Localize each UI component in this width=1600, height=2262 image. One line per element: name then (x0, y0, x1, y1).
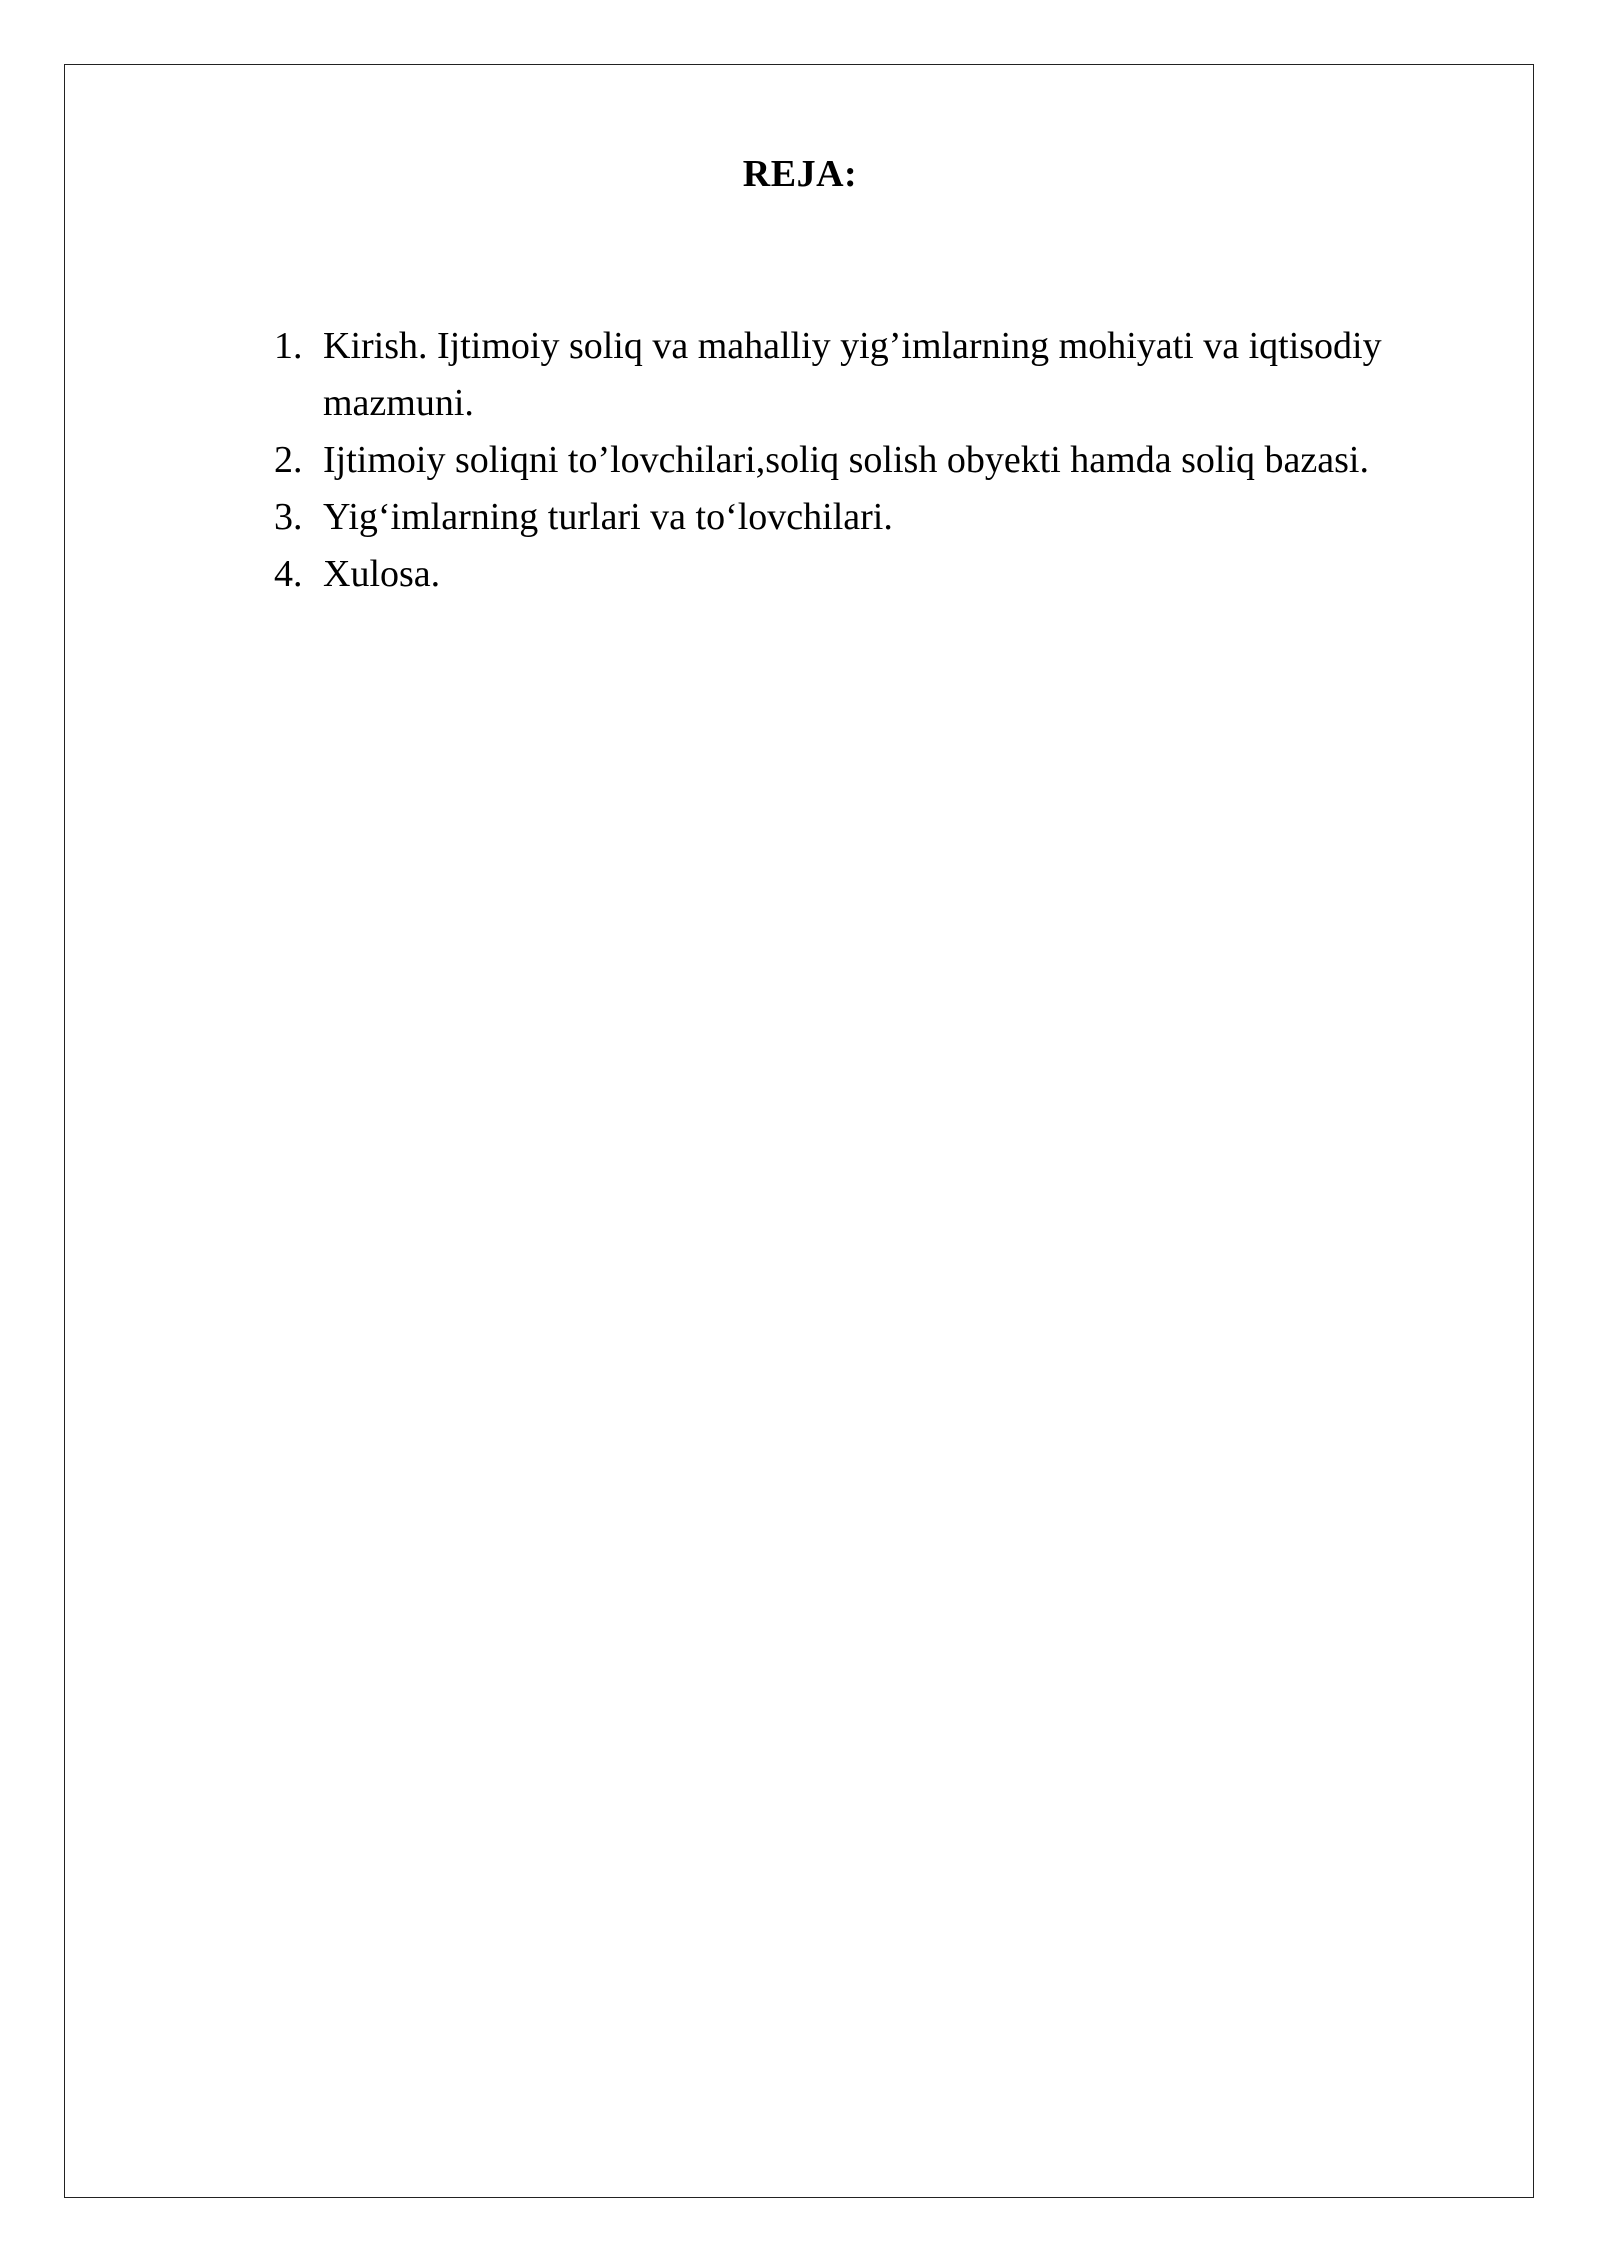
plan-item-2 (262, 432, 1402, 489)
item-text: Yig‘imlarning turlari va to‘lovchilari. (323, 496, 893, 538)
plan-item-3 (262, 489, 1402, 546)
plan-item-1 (262, 318, 1402, 432)
item-text: Kirish. Ijtimoiy soliq va mahalliy yig’imlarning mohiyati va iqtisodiy mazmuni. (323, 325, 1382, 424)
item-number: 4. (274, 553, 303, 595)
item-number: 3. (274, 496, 303, 538)
plan-item-4 (262, 546, 1402, 603)
item-number: 2. (274, 439, 303, 481)
plan-list (262, 318, 1402, 603)
item-text: Ijtimoiy soliqni to’lovchilari,soliq solish obyekti hamda soliq bazasi. (323, 439, 1369, 481)
item-text: Xulosa. (323, 553, 441, 595)
page-title: REJA: (742, 153, 858, 195)
item-number: 1. (274, 325, 303, 367)
